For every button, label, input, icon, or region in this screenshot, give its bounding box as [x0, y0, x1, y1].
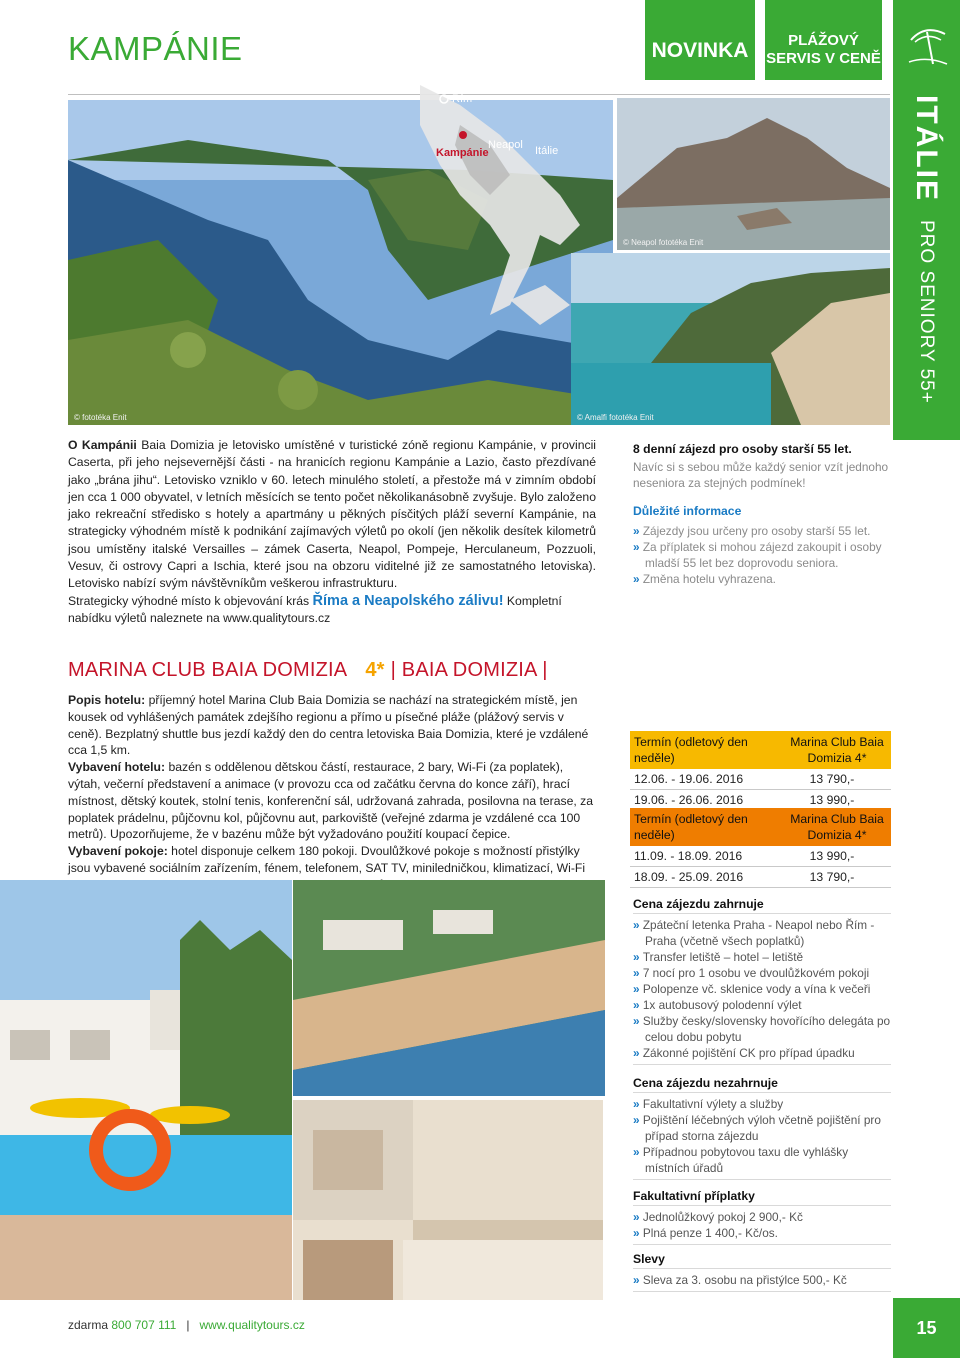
intro-p2-pre: Strategicky výhodné místo k objevování krás	[68, 594, 313, 608]
desc-label: Popis hotelu:	[68, 693, 146, 707]
intro-p2-post: Kompletní nabídku výletů naleznete na www.qualitytours.cz	[68, 594, 562, 626]
map-label-campania: Kampánie	[436, 147, 489, 159]
list-item: » Případnou pobytovou taxu dle vyhlášky místních úřadů	[633, 1145, 849, 1175]
list-item: » Zákonné pojištění CK pro případ úpadku	[633, 1046, 855, 1060]
excludes-heading: Cena zájezdu nezahrnuje	[633, 1076, 778, 1090]
hotel-room-photo	[293, 1100, 603, 1300]
list-item: » Plná penze 1 400,- Kč/os.	[633, 1226, 778, 1240]
important-info-list	[633, 523, 891, 587]
list-item: » Fakultativní výlety a služby	[633, 1097, 784, 1111]
page-number: 15	[893, 1298, 960, 1358]
page-title: KAMPÁNIE	[68, 30, 243, 67]
trip-info-heading: 8 denní zájezd pro osoby starší 55 let.	[633, 442, 852, 456]
table-row: 18.09. - 25.09. 2016 13 790,-	[630, 867, 891, 888]
intro-p2-accent: Říma a Neapolského zálivu!	[312, 593, 504, 609]
hotel-description	[68, 692, 594, 894]
price-table-header	[630, 731, 891, 769]
hotel-title	[68, 659, 548, 682]
list-item: » Polopenze vč. sklenice vody a vína k večeři	[633, 982, 871, 996]
coast-photo-credit: © fototéka Enit	[74, 413, 127, 422]
footer-separator: |	[186, 1318, 190, 1332]
footer-free-label: zdarma	[68, 1318, 109, 1332]
amalfi-photo	[571, 253, 890, 425]
intro-paragraph	[68, 437, 596, 593]
desc-text: příjemný hotel Marina Club Baia Domizia se nachází na strategickém místě, jen kousek od vyhlášených památek zdejšího regionu a přímo u písečné pláže (plážový servis v ceně). Bezplatný shuttle bus jezdí každý den do centra letoviska Baia Domizia, které je vzdálené cca 1,5 km.	[68, 693, 589, 758]
list-item: » Pojištění léčebných výloh včetně pojištění pro případ storna zájezdu	[633, 1113, 881, 1143]
table-row: 12.06. - 19.06. 2016 13 790,-	[630, 769, 891, 790]
intro-lead: O Kampánii	[68, 438, 137, 452]
discounts-heading: Slevy	[633, 1252, 665, 1266]
table-row: 19.06. - 26.06. 2016 13 990,-	[630, 790, 891, 811]
palm-umbrella-icon	[905, 20, 950, 68]
country-label: ITÁLIE	[910, 95, 944, 202]
price-table-summer	[630, 731, 891, 811]
map-label-rome: Řím	[452, 93, 473, 105]
beach-service-badge	[765, 0, 882, 80]
hotel-location: | BAIA DOMIZIA |	[390, 659, 548, 681]
list-item: » Zájezdy jsou určeny pro osoby starší 55 let.	[633, 524, 871, 538]
hotel-name: MARINA CLUB BAIA DOMIZIA	[68, 659, 348, 681]
col-hotel: Marina Club Baia Domizia 4*	[790, 812, 884, 842]
naples-photo	[617, 98, 890, 250]
optional-surcharges	[633, 1188, 891, 1248]
audience-label: PRO SENIORY 55+	[916, 220, 938, 404]
list-item: » Jednolůžkový pokoj 2 900,- Kč	[633, 1210, 803, 1224]
beach-aerial-photo	[293, 880, 605, 1096]
amalfi-photo-credit: © Amalfi fototéka Enit	[577, 413, 654, 422]
table-row: 11.09. - 18.09. 2016 13 990,-	[630, 846, 891, 867]
footer-website-link[interactable]: www.qualitytours.cz	[199, 1318, 305, 1332]
optional-heading: Fakultativní příplatky	[633, 1189, 755, 1203]
intro-body: Baia Domizia je letovisko umístěné v turistické zóně regionu Kampánie, v provincii Caserta, při jeho nejsevernější části - na hranicích regionu Kampánie a Lazio, často přezdívané jako „brána jihu“. Letovisko vzniklo v 60. letech minulého století, a přestože má v zimním období jen cca 1 000 obyvatel, v letních měsících se tento počet několikanásobně zvyšuje. Bylo založeno jako rekreační středisko s hotely a apartmány u pěkných písčitých pláží severní Kampánie, na strategicky výhodném místě k podnikání zajímavých výletů po okolí (jen několik desítek kilometrů jsou umístěny italské Versailles – zámek Caserta, Neapol, Pompeje, Herculaneum, Pozzuoli, Vesuv, či ostrovy Capri a Ischia, které jsou na obzoru viditelné již ze samostatného letoviska). Letovisko nabízí svým návštěvníkům veškerou infrastrukturu.	[68, 438, 596, 591]
price-excludes	[633, 1075, 891, 1183]
price-table-autumn	[630, 808, 891, 888]
list-item: » Změna hotelu vyhrazena.	[633, 572, 776, 586]
price-table-header	[630, 808, 891, 846]
important-info-heading: Důležité informace	[633, 504, 742, 518]
col-term: Termín (odletový den neděle)	[634, 812, 748, 842]
list-item: » 1x autobusový polodenní výlet	[633, 998, 802, 1012]
beach-service-label: PLÁŽOVÝ SERVIS V CENĚ	[766, 32, 881, 67]
hotel-pool-photo	[0, 880, 292, 1300]
list-item: » Služby česky/slovensky hovořícího delegáta po celou dobu pobytu	[633, 1014, 891, 1044]
map-label-naples: Neapol	[488, 139, 523, 151]
trip-info-text: Navíc si s sebou může každý senior vzít jednoho neseniora za stejných podmínek!	[633, 460, 889, 490]
col-term: Termín (odletový den neděle)	[634, 735, 748, 765]
list-item: » Transfer letiště – hotel – letiště	[633, 950, 804, 964]
price-includes	[633, 896, 891, 1068]
intro-paragraph-2	[68, 593, 596, 628]
equip-text: bazén s oddělenou dětskou částí, restaurace, 2 bary, Wi-Fi (za poplatek), výtah, večerní představení a animace (v provozu cca od začátku června do konce září), hrací místnost, dětský koutek, stolní tenis, konferenční sál, udržovaná zahrada, posilovna na terase, za poplatek prádelnu, půjčovnu kol, půjčovnu aut, parkoviště (veřejné zdarma je vzdálené cca 100 metrů). Upozorňujeme, že v bazénu může být vyžadováno použití koupací čepice.	[68, 760, 594, 842]
naples-photo-credit: © Neapol fototéka Enit	[623, 238, 704, 247]
new-badge: NOVINKA	[645, 0, 755, 80]
room-label: Vybavení pokoje:	[68, 844, 168, 859]
map-label-italy: Itálie	[535, 145, 559, 157]
includes-heading: Cena zájezdu zahrnuje	[633, 897, 764, 911]
equip-label: Vybavení hotelu:	[68, 760, 166, 775]
discounts	[633, 1251, 891, 1295]
col-hotel: Marina Club Baia Domizia 4*	[790, 735, 884, 765]
list-item: » Za příplatek si mohou zájezd zakoupit i osoby mladší 55 let bez doprovodu seniora.	[633, 540, 882, 570]
list-item: » Zpáteční letenka Praha - Neapol nebo Řím - Praha (včetně všech poplatků)	[633, 918, 875, 948]
list-item: » Sleva za 3. osobu na přistýlce 500,- Kč	[633, 1273, 847, 1287]
list-item: » 7 nocí pro 1 osobu ve dvoulůžkovém pokoji	[633, 966, 870, 980]
room-text: hotel disponuje celkem 180 pokoji. Dvoulůžkové pokoje s možností přistýlky jsou vybavené sociálním zařízením, fénem, telefonem, SAT TV, miniledničkou, klimatizací, Wi-Fi	[68, 844, 586, 875]
footer-phone[interactable]: 800 707 111	[111, 1318, 177, 1332]
footer	[68, 1318, 305, 1332]
trip-info	[633, 441, 891, 587]
hotel-stars: 4*	[365, 659, 385, 681]
